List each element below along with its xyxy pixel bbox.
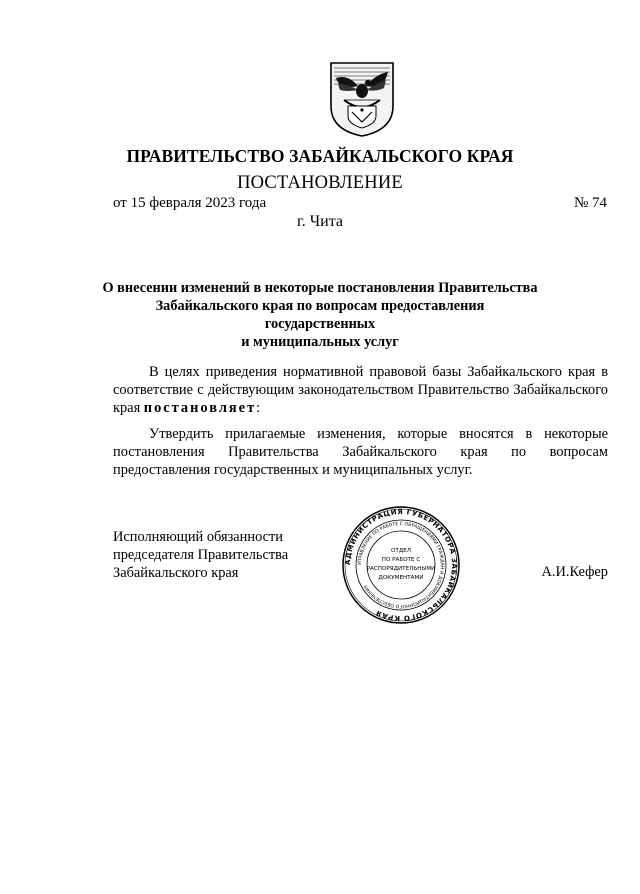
operative-text: Утвердить прилагаемые изменения, которые вносятся в некоторые постановления Правительства Забайкальского края по вопросам предоставления государственных и муниципальных услуг. <box>113 426 608 478</box>
svg-text:УПРАВЛЕНИЕ ПО РАБОТЕ С ОБРАЩЕН <box>357 521 445 609</box>
preamble-text: В целях приведения нормативной правовой базы Забайкальского края в соответствие с действующим законодательством Правительство Забайкальского края <box>113 364 608 416</box>
document-number: № 74 <box>573 195 607 211</box>
signer-name: А.И.Кефер <box>541 564 608 580</box>
signer-position-line-3: Забайкальского края <box>113 565 239 581</box>
operative-paragraph <box>113 425 608 479</box>
signer-position-line-2: председателя Правительства <box>113 547 289 563</box>
stamp-center-line-2: ПО РАБОТЕ С <box>381 557 421 563</box>
government-title: ПРАВИТЕЛЬСТВО ЗАБАЙКАЛЬСКОГО КРАЯ <box>126 146 514 166</box>
preamble-colon: : <box>256 400 261 416</box>
coat-of-arms-icon <box>328 60 396 138</box>
resolves-keyword: постановляет <box>143 400 257 416</box>
signer-position <box>113 528 288 582</box>
stamp-center-line-3: РАСПОРЯДИТЕЛЬНЫМИ <box>366 566 436 572</box>
stamp-outer-text: АДМИНИСТРАЦИЯ ГУБЕРНАТОРА ЗАБАЙКАЛЬСКОГО КРАЯ <box>343 507 459 623</box>
subject-line-2: Забайкальского края по вопросам предоставления государственных <box>155 298 485 332</box>
stamp-center-line-4: ДОКУМЕНТАМИ <box>378 575 424 581</box>
signer-position-line-1: Исполняющий обязанности <box>113 529 284 545</box>
subject-line-3: и муниципальных услуг <box>241 334 399 350</box>
stamp-ring-text: УПРАВЛЕНИЕ ПО РАБОТЕ С ОБРАЩЕНИЯМИ ГРАЖДАН И ДОКУМЕНТАЦИОННОГО ОБЕСПЕЧЕНИЯ <box>357 521 445 609</box>
document-city: г. Чита <box>296 213 343 230</box>
document-subject <box>100 279 540 351</box>
official-stamp <box>340 504 462 626</box>
document-date: от 15 февраля 2023 года <box>113 195 267 211</box>
preamble-paragraph <box>113 363 608 417</box>
document-type: ПОСТАНОВЛЕНИЕ <box>237 173 403 193</box>
subject-line-1: О внесении изменений в некоторые постановления Правительства <box>102 280 538 296</box>
stamp-center-line-1: ОТДЕЛ <box>391 548 411 554</box>
